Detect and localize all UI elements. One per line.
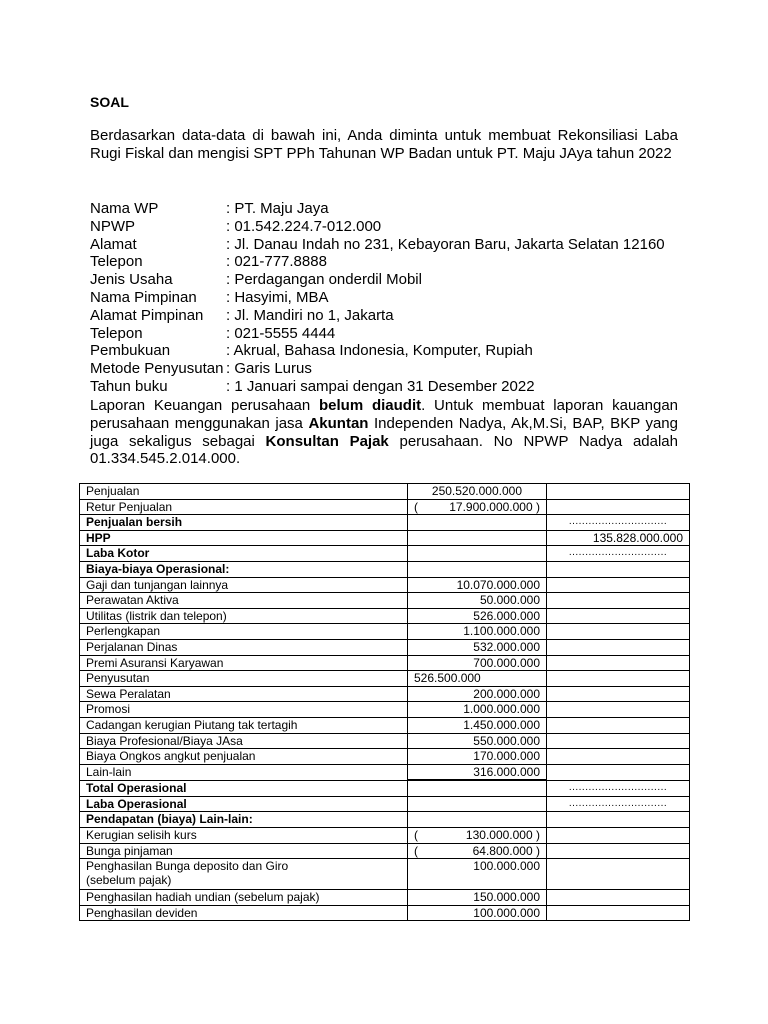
row-label: Perjalanan Dinas	[80, 639, 408, 655]
row-amount: 200.000.000	[408, 686, 547, 702]
row-total	[547, 859, 690, 890]
info-row-alamat-pimpinan	[90, 307, 690, 325]
info-key: Nama WP	[90, 200, 159, 217]
row-amount: 50.000.000	[408, 593, 547, 609]
row-label: HPP	[80, 530, 408, 546]
amount-value: 130.000.000	[465, 828, 533, 843]
row-label: Promosi	[80, 702, 408, 718]
report-emphasis: Konsultan Pajak	[265, 432, 389, 450]
row-label: Perawatan Aktiva	[80, 593, 408, 609]
row-amount: 526.000.000	[408, 608, 547, 624]
table-row	[80, 764, 690, 780]
table-row	[80, 484, 690, 500]
info-value: : Perdagangan onderdil Mobil	[226, 271, 422, 289]
row-label: Utilitas (listrik dan telepon)	[80, 608, 408, 624]
income-statement-table	[79, 483, 690, 921]
row-label: Laba Operasional	[80, 796, 408, 812]
row-label: Premi Asuransi Karyawan	[80, 655, 408, 671]
row-label: Gaji dan tunjangan lainnya	[80, 577, 408, 593]
table-row	[80, 905, 690, 921]
row-label: Cadangan kerugian Piutang tak tertagih	[80, 717, 408, 733]
info-row-nama-wp	[90, 200, 690, 218]
row-total	[547, 828, 690, 844]
row-amount: 550.000.000	[408, 733, 547, 749]
info-value: : 021-777.8888	[226, 253, 327, 271]
table-row	[80, 546, 690, 562]
info-key: Telepon	[90, 253, 143, 271]
row-amount	[408, 515, 547, 531]
info-key: Nama Pimpinan	[90, 288, 197, 306]
table-row	[80, 812, 690, 828]
row-amount	[408, 546, 547, 562]
table-row	[80, 593, 690, 609]
row-amount: 1.100.000.000	[408, 624, 547, 640]
row-amount	[408, 812, 547, 828]
row-label: Perlengkapan	[80, 624, 408, 640]
row-total: 135.828.000.000	[547, 530, 690, 546]
row-amount	[408, 561, 547, 577]
row-amount: 1.000.000.000	[408, 702, 547, 718]
blank-fill-dots: ..............................	[547, 515, 690, 531]
table-row	[80, 639, 690, 655]
row-label: Penghasilan Bunga deposito dan Giro (sebelum pajak)	[80, 859, 408, 890]
row-total	[547, 749, 690, 765]
table-row	[80, 749, 690, 765]
info-row-metode-penyusutan	[90, 360, 690, 378]
row-label: Penjualan	[80, 484, 408, 500]
info-value: : Akrual, Bahasa Indonesia, Komputer, Rupiah	[226, 342, 533, 360]
row-total	[547, 843, 690, 859]
info-key: Pembukuan	[90, 342, 171, 360]
row-total	[547, 905, 690, 921]
row-amount	[408, 843, 547, 859]
row-amount: 532.000.000	[408, 639, 547, 655]
table-row	[80, 577, 690, 593]
info-row-npwp	[90, 218, 690, 236]
info-value: : 01.542.224.7-012.000	[226, 217, 382, 235]
row-amount: 10.070.000.000	[408, 577, 547, 593]
info-row-nama-pimpinan	[90, 289, 690, 307]
document-title: SOAL	[90, 94, 129, 110]
company-info	[90, 200, 690, 396]
row-total	[547, 608, 690, 624]
info-value: : PT. Maju Jaya	[226, 200, 329, 217]
row-label: Lain-lain	[80, 764, 408, 780]
row-amount: 316.000.000	[408, 764, 547, 780]
table-row	[80, 499, 690, 515]
row-amount	[408, 780, 547, 796]
row-amount: 700.000.000	[408, 655, 547, 671]
row-amount	[408, 499, 547, 515]
table-row	[80, 624, 690, 640]
info-row-jenis-usaha	[90, 271, 690, 289]
info-value: : 021-5555 4444	[226, 324, 336, 342]
info-row-tahun-buku	[90, 378, 690, 396]
row-label: Penyusutan	[80, 671, 408, 687]
report-text: perusahaan. No NPWP Nadya adalah 01.334.545.2.014.000.	[90, 432, 678, 468]
row-label: Sewa Peralatan	[80, 686, 408, 702]
row-total	[547, 890, 690, 906]
table-row	[80, 843, 690, 859]
row-total	[547, 624, 690, 640]
info-value: : Jl. Mandiri no 1, Jakarta	[226, 306, 394, 324]
table-row	[80, 733, 690, 749]
blank-fill-dots: ..............................	[547, 796, 690, 812]
info-key: Telepon	[90, 324, 143, 342]
info-row-telepon	[90, 253, 690, 271]
info-key: Alamat	[90, 235, 137, 253]
table-row	[80, 890, 690, 906]
row-amount	[408, 796, 547, 812]
row-label: Total Operasional	[80, 780, 408, 796]
info-key: Metode Penyusutan	[90, 360, 224, 378]
paren-close: )	[536, 499, 540, 514]
row-total	[547, 733, 690, 749]
row-label: Biaya Profesional/Biaya JAsa	[80, 733, 408, 749]
row-label: Retur Penjualan	[80, 499, 408, 515]
row-total	[547, 717, 690, 733]
row-total	[547, 812, 690, 828]
table-row	[80, 655, 690, 671]
row-label: Kerugian selisih kurs	[80, 828, 408, 844]
info-value: : 1 Januari sampai dengan 31 Desember 2022	[226, 377, 535, 395]
amount-value: 17.900.000.000	[449, 499, 533, 514]
row-total	[547, 655, 690, 671]
paren-open: (	[414, 499, 418, 514]
row-amount: 1.450.000.000	[408, 717, 547, 733]
info-key: NPWP	[90, 217, 135, 235]
paren-open: (	[414, 828, 418, 843]
row-amount: 170.000.000	[408, 749, 547, 765]
row-amount: 100.000.000	[408, 905, 547, 921]
row-label: Biaya-biaya Operasional:	[80, 561, 408, 577]
row-total	[547, 593, 690, 609]
row-total	[547, 577, 690, 593]
row-label: Penjualan bersih	[80, 515, 408, 531]
info-key: Alamat Pimpinan	[90, 306, 204, 324]
row-amount: 100.000.000	[408, 859, 547, 890]
row-total	[547, 702, 690, 718]
paren-close: )	[536, 843, 540, 858]
amount-value: 64.800.000	[472, 843, 533, 858]
table-row	[80, 686, 690, 702]
report-emphasis: Akuntan	[308, 414, 369, 432]
row-amount	[408, 828, 547, 844]
table-row	[80, 717, 690, 733]
row-amount	[408, 530, 547, 546]
row-total	[547, 499, 690, 515]
report-paragraph	[90, 397, 678, 468]
row-total	[547, 484, 690, 500]
row-label: Penghasilan deviden	[80, 905, 408, 921]
row-amount: 150.000.000	[408, 890, 547, 906]
table-row	[80, 561, 690, 577]
row-total	[547, 671, 690, 687]
row-label: Biaya Ongkos angkut penjualan	[80, 749, 408, 765]
row-amount: 250.520.000.000	[408, 484, 547, 500]
row-label: Bunga pinjaman	[80, 843, 408, 859]
report-text: Laporan Keuangan perusahaan	[90, 397, 319, 414]
table-row	[80, 828, 690, 844]
row-total	[547, 561, 690, 577]
paren-close: )	[536, 828, 540, 843]
report-text: . Untuk membuat laporan kauangan perusahaan menggunakan jasa	[90, 397, 679, 432]
row-total	[547, 686, 690, 702]
report-emphasis: belum diaudit	[319, 397, 422, 414]
row-total	[547, 764, 690, 780]
info-row-telepon-pimpinan	[90, 325, 690, 343]
intro-paragraph: Berdasarkan data-data di bawah ini, Anda diminta untuk membuat Rekonsiliasi Laba Rugi Fiskal dan mengisi SPT PPh Tahunan WP Badan untuk PT. Maju JAya tahun 2022	[90, 127, 678, 162]
info-key: Tahun buku	[90, 377, 168, 395]
table-row	[80, 859, 690, 890]
info-key: Jenis Usaha	[90, 271, 173, 289]
row-amount: 526.500.000	[408, 671, 547, 687]
info-value: : Garis Lurus	[226, 360, 312, 378]
info-row-alamat	[90, 236, 690, 254]
table-row	[80, 671, 690, 687]
table-row	[80, 796, 690, 812]
blank-fill-dots: ..............................	[547, 780, 690, 796]
row-label: Pendapatan (biaya) Lain-lain:	[80, 812, 408, 828]
row-total	[547, 639, 690, 655]
blank-fill-dots: ..............................	[547, 546, 690, 562]
info-value: : Hasyimi, MBA	[226, 288, 329, 306]
table-row	[80, 608, 690, 624]
row-label: Laba Kotor	[80, 546, 408, 562]
table-row	[80, 780, 690, 796]
info-value: : Jl. Danau Indah no 231, Kebayoran Baru, Jakarta Selatan 12160	[226, 235, 665, 253]
report-text: Independen Nadya, Ak,M.Si, BAP, BKP yang juga sekaligus sebagai	[90, 414, 678, 450]
table-row	[80, 515, 690, 531]
info-row-pembukuan	[90, 342, 690, 360]
row-label: Penghasilan hadiah undian (sebelum pajak)	[80, 890, 408, 906]
table-row	[80, 702, 690, 718]
table-row	[80, 530, 690, 546]
paren-open: (	[414, 843, 418, 858]
